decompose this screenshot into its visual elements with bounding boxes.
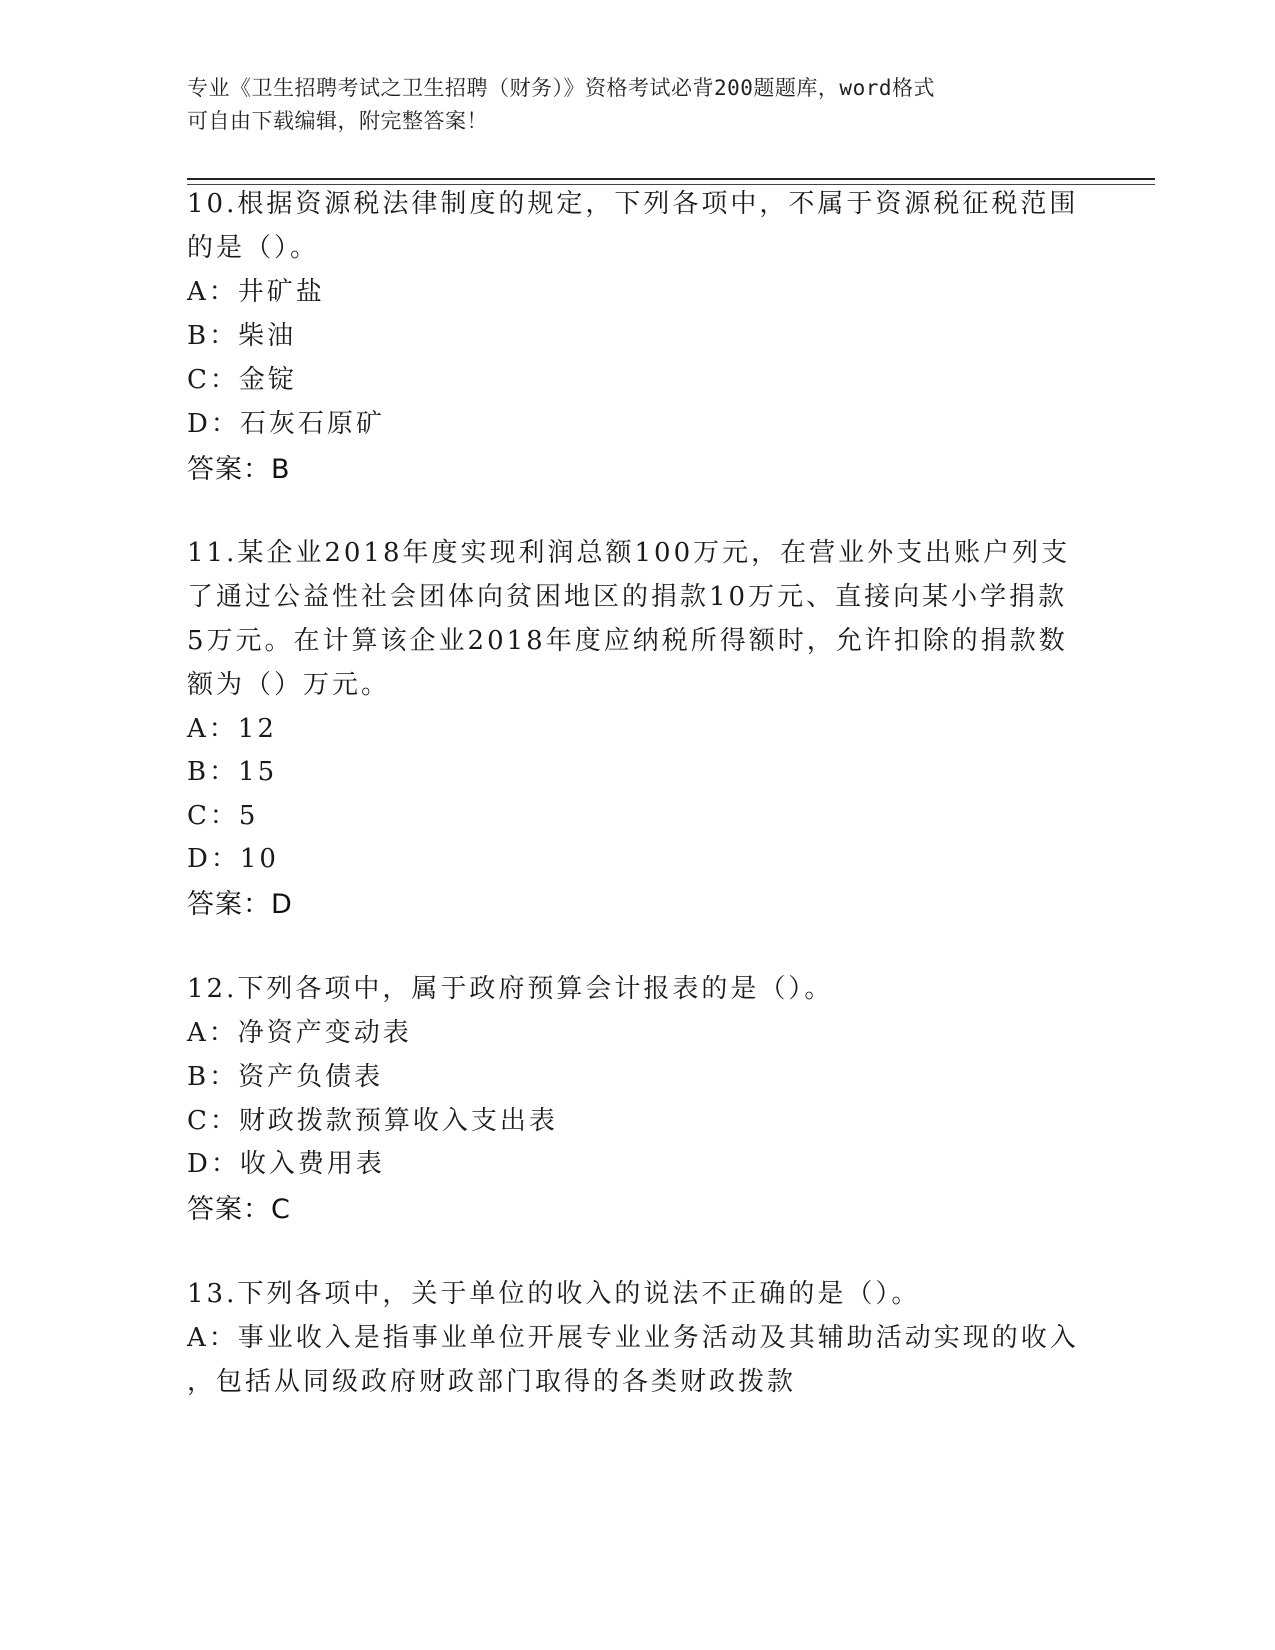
question-10-option-c: C：金锭 <box>187 365 297 395</box>
question-11-option-b: B：15 <box>187 757 278 787</box>
header-divider-thick <box>187 178 1155 180</box>
question-11-stem-line-3: 5万元。在计算该企业2018年度应纳税所得额时，允许扣除的捐款数 <box>187 626 1068 656</box>
question-10-answer: 答案：B <box>187 454 291 485</box>
question-11-option-c: C：5 <box>187 801 259 831</box>
header-line-1: 专业《卫生招聘考试之卫生招聘（财务）》资格考试必背200题题库，word格式 <box>187 76 935 100</box>
question-12-stem-line-1: 12.下列各项中，属于政府预算会计报表的是（）。 <box>187 974 834 1004</box>
question-11-stem-line-1: 11.某企业2018年度实现利润总额100万元，在营业外支出账户列支 <box>187 538 1071 568</box>
question-12-option-b: B：资产负债表 <box>187 1062 384 1092</box>
question-12-option-c: C：财政拨款预算收入支出表 <box>187 1106 558 1136</box>
question-10-option-a: A：井矿盐 <box>187 277 325 307</box>
question-10-stem-line-2: 的是（）。 <box>187 233 320 263</box>
question-12-option-a: A：净资产变动表 <box>187 1018 412 1048</box>
question-11-stem-line-4: 额为（）万元。 <box>187 670 391 700</box>
question-11-stem-line-2: 了通过公益性社会团体向贫困地区的捐款10万元、直接向某小学捐款 <box>187 582 1068 612</box>
question-10-option-d: D：石灰石原矿 <box>187 409 385 439</box>
question-13-option-a-line-2: ，包括从同级政府财政部门取得的各类财政拨款 <box>187 1367 797 1397</box>
document-header <box>187 72 1067 138</box>
question-11-answer: 答案：D <box>187 889 293 920</box>
question-11-option-d: D：10 <box>187 844 279 874</box>
question-12-answer: 答案：C <box>187 1194 291 1225</box>
question-13-option-a-line-1: A：事业收入是指事业单位开展专业业务活动及其辅助活动实现的收入 <box>187 1323 1079 1353</box>
question-13-stem-line-1: 13.下列各项中，关于单位的收入的说法不正确的是（）。 <box>187 1279 921 1309</box>
question-11-option-a: A：12 <box>187 714 277 744</box>
question-12-option-d: D：收入费用表 <box>187 1149 385 1179</box>
question-10-option-b: B：柴油 <box>187 321 297 351</box>
header-line-2: 可自由下载编辑，附完整答案！ <box>187 109 488 133</box>
question-10-stem-line-1: 10.根据资源税法律制度的规定，下列各项中，不属于资源税征税范围 <box>187 189 1079 219</box>
